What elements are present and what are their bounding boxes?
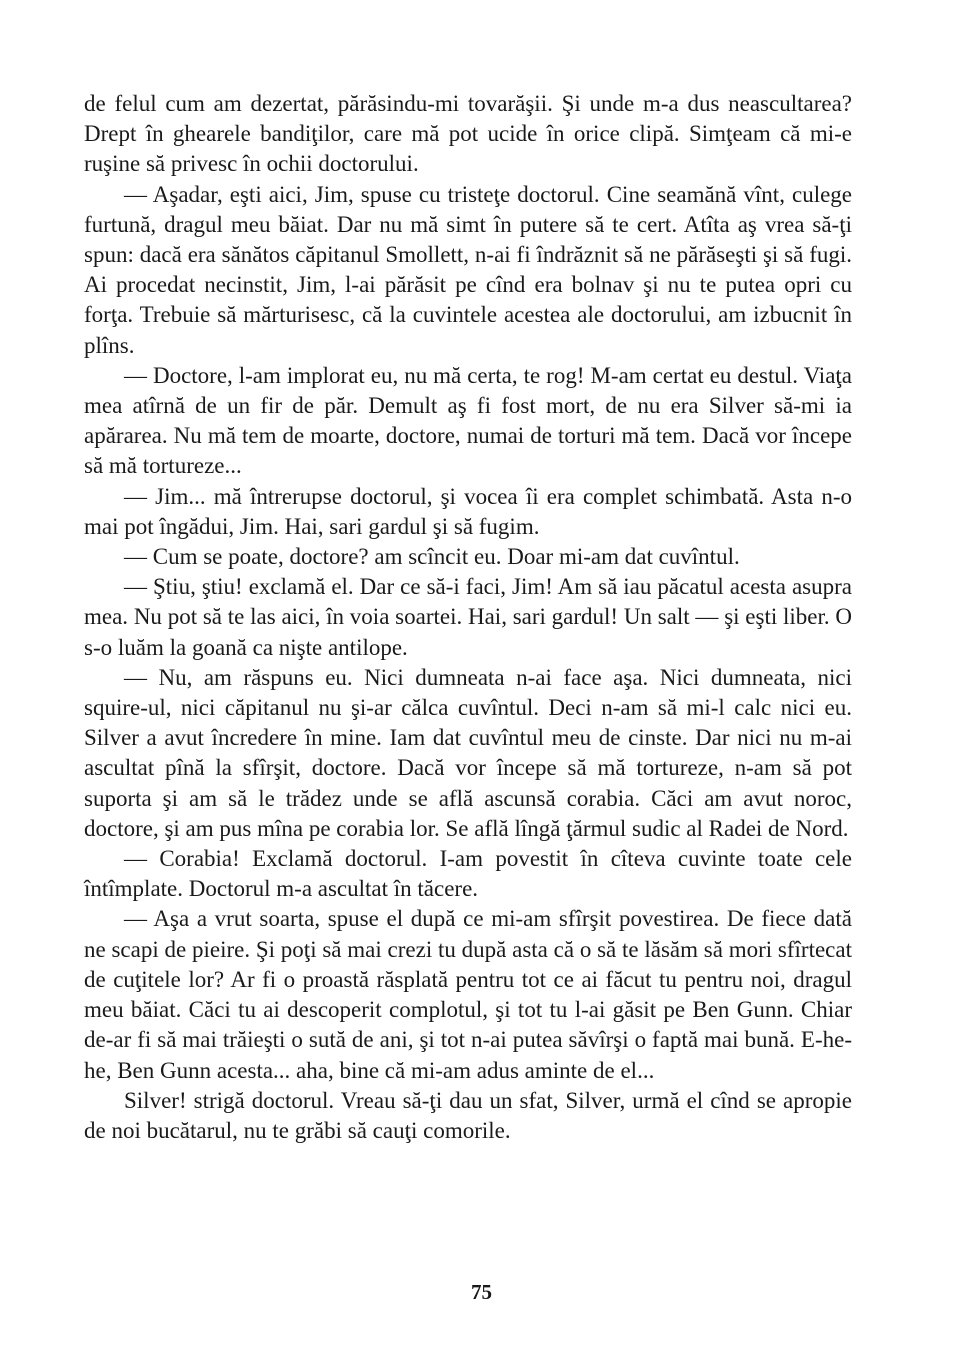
paragraph-dialogue: — Corabia! Exclamă doctorul. I-am povestit în cîteva cuvinte toate cele întîmplate. Doctorul m-a ascultat în tăcere. bbox=[84, 846, 852, 902]
paragraph-dialogue: — Aşa a vrut soarta, spuse el după ce mi-am sfîrşit povestirea. De fiece dată ne scapi de pieire. Şi poţi să mai crezi tu după asta că o să te lăsăm să mori sfîrtecat de cuţitele lor? Ar fi o proastă răsplată pentru tot ce ai făcut tu pentru noi, dragul meu băiat. Căci tu ai descoperit complotul, şi tot tu l-ai găsit pe Ben Gunn. Chiar de-ar fi să mai trăieşti o sută de ani, şi tot n-ai putea săvîrşi o faptă mai bună. E-he-he, Ben Gunn acesta... aha, bine că mi-am adus aminte de el... bbox=[84, 906, 852, 1083]
paragraph-dialogue: — Aşadar, eşti aici, Jim, spuse cu tristeţe doctorul. Cine seamănă vînt, culege furtună, dragul meu băiat. Dar nu mă simt în putere să te cert. Atîta aş vrea să-ţi spun: dacă era sănătos căpitanul Smollett, n-ai fi îndrăznit să ne părăseşti şi să fugi. Ai procedat necinstit, Jim, l-ai părăsit pe cînd era bolnav şi nu te putea opri cu forţa. Trebuie să mărturisesc, că la cuvintele acestea ale doctorului, am izbucnit în plîns. bbox=[84, 181, 852, 358]
paragraph-dialogue: — Doctore, l-am implorat eu, nu mă certa, te rog! M-am certat eu destul. Viaţa mea atîrnă de un fir de păr. Demult aş fi fost mort, de nu era Silver să-mi ia apărarea. Nu mă tem de moarte, doctore, numai de torturi mă tem. Dacă vor începe să mă tortureze... bbox=[84, 362, 852, 479]
paragraph-dialogue: — Nu, am răspuns eu. Nici dumneata n-ai face aşa. Nici dumneata, nici squire-ul, nici căpitanul nu şi-ar călca cuvîntul. Deci n-am să mi-l calc nici eu. Silver a avut încredere în mine. Iam dat cuvîntul meu de cinste. Dar nici nu m-ai ascultat pînă la sfîrşit, doctore. Dacă vor începe să mă tortureze, n-am să pot suporta şi am să le trădez unde se află ascunsă corabia. Căci am avut noroc, doctore, şi am pus mîna pe corabia lor. Se află lîngă ţărmul sudic al Radei de Nord. bbox=[84, 664, 852, 841]
page-number: 75 bbox=[471, 1280, 492, 1304]
paragraph-dialogue: — Ştiu, ştiu! exclamă el. Dar ce să-i faci, Jim! Am să iau păcatul acesta asupra mea. Nu pot să te las aici, în voia soartei. Hai, sari gardul! Un salt — şi eşti liber. O s-o luăm la goană ca nişte antilope. bbox=[84, 574, 852, 660]
page-body bbox=[84, 89, 852, 1146]
paragraph-dialogue: — Cum se poate, doctore? am scîncit eu. Doar mi-am dat cuvîntul. bbox=[124, 544, 740, 570]
paragraph-narration: Silver! strigă doctorul. Vreau să-ţi dau un sfat, Silver, urmă el cînd se apropie de noi bucătarul, nu te grăbi să cauţi comorile. bbox=[84, 1087, 852, 1143]
paragraph-dialogue: — Jim... mă întrerupse doctorul, şi vocea îi era complet schimbată. Asta n-o mai pot îngădui, Jim. Hai, sari gardul şi să fugim. bbox=[84, 483, 852, 539]
paragraph-continuation: de felul cum am dezertat, părăsindu-mi tovarăşii. Şi unde m-a dus neascultarea? Drept în ghearele bandiţilor, care mă pot ucide în orice clipă. Simţeam că mi-e ruşine să privesc în ochii doctorului. bbox=[84, 91, 852, 177]
